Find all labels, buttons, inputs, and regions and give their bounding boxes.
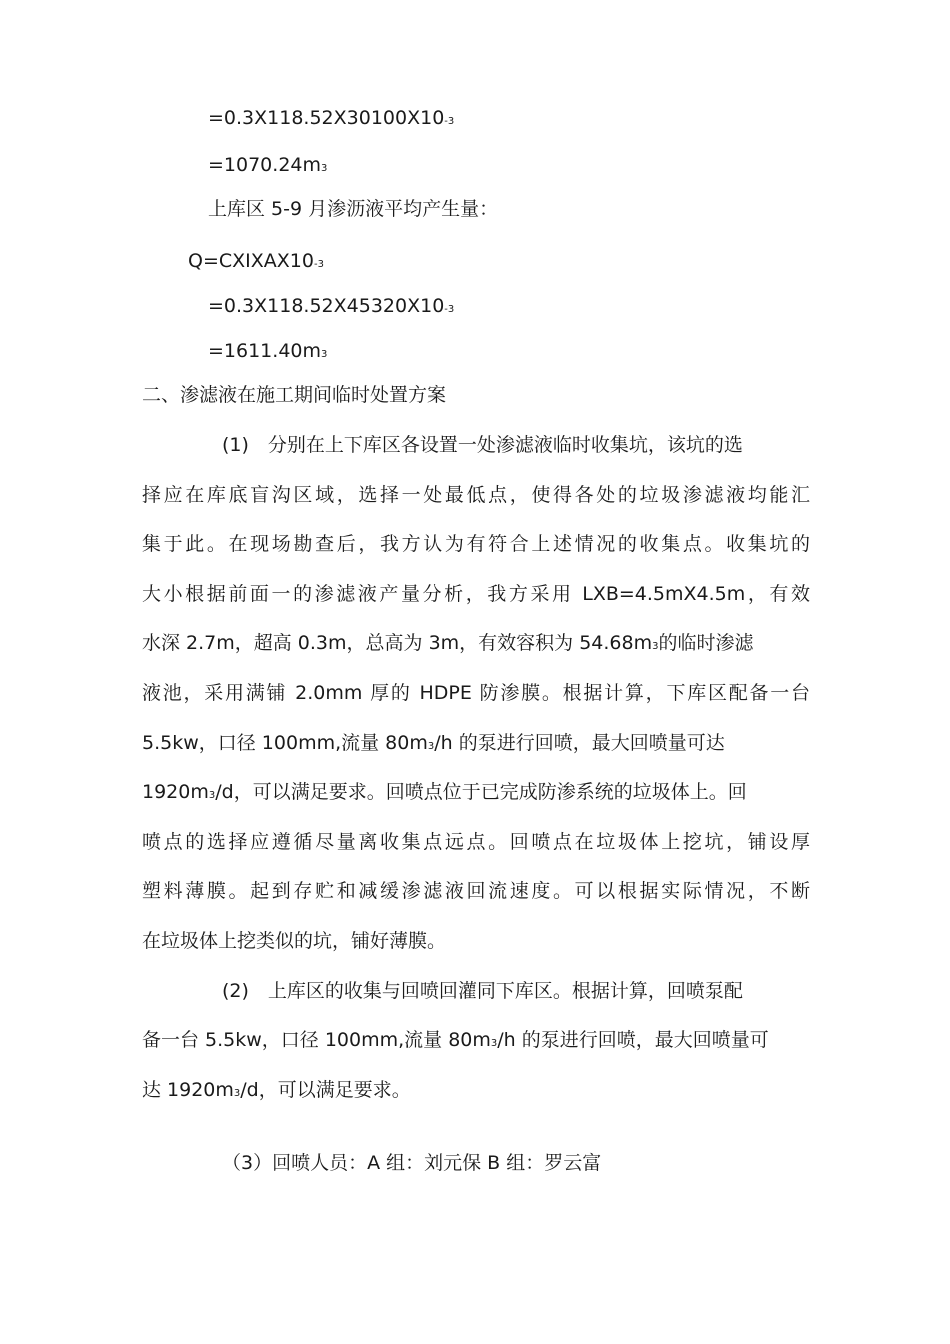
paragraph-line: 5.5kw，口径 100mm,流量 80m3/h 的泵进行回喷，最大回喷量可达 bbox=[142, 732, 725, 754]
paragraph-line: 大小根据前面一的渗滤液产量分析，我方采用 LXB=4.5mX4.5m，有效 bbox=[142, 583, 810, 605]
paragraph-line: 喷点的选择应遵循尽量离收集点远点。回喷点在垃圾体上挖坑，铺设厚 bbox=[142, 831, 810, 853]
paragraph-line: 在垃圾体上挖类似的坑，铺好薄膜。 bbox=[142, 930, 447, 952]
paragraph-line: 水深 2.7m，超高 0.3m，总高为 3m，有效容积为 54.68m3的临时渗滤 bbox=[142, 632, 754, 654]
paragraph-line: 达 1920m3/d，可以满足要求。 bbox=[142, 1079, 411, 1101]
section-heading: 二、渗滤液在施工期间临时处置方案 bbox=[142, 384, 447, 406]
paragraph-line: 集于此。在现场勘查后，我方认为有符合上述情况的收集点。收集坑的 bbox=[142, 533, 810, 555]
personnel-line: （3）回喷人员：A 组：刘元保 B 组：罗云富 bbox=[222, 1152, 602, 1174]
formula-result: =1611.40m3 bbox=[208, 340, 328, 362]
formula-line: =0.3X118.52X45320X10-3 bbox=[208, 295, 455, 317]
paragraph-line: (1) 分别在上下库区各设置一处渗滤液临时收集坑，该坑的选 bbox=[222, 434, 743, 456]
calc-caption: 上库区 5-9 月渗沥液平均产生量： bbox=[208, 198, 499, 220]
formula-line: =0.3X118.52X30100X10-3 bbox=[208, 107, 455, 129]
formula-result: =1070.24m3 bbox=[208, 154, 328, 176]
paragraph-line: 液池，采用满铺 2.0mm 厚的 HDPE 防渗膜。根据计算，下库区配备一台 bbox=[142, 682, 810, 704]
paragraph-line: 备一台 5.5kw，口径 100mm,流量 80m3/h 的泵进行回喷，最大回喷量可 bbox=[142, 1029, 769, 1051]
paragraph-line: 择应在库底盲沟区域，选择一处最低点，使得各处的垃圾渗滤液均能汇 bbox=[142, 484, 810, 506]
formula-line: Q=CXIXAX10-3 bbox=[188, 250, 324, 272]
paragraph-line: 塑料薄膜。起到存贮和减缓渗滤液回流速度。可以根据实际情况，不断 bbox=[142, 880, 810, 902]
paragraph-line: (2) 上库区的收集与回喷回灌同下库区。根据计算，回喷泵配 bbox=[222, 980, 743, 1002]
paragraph-line: 1920m3/d，可以满足要求。回喷点位于已完成防渗系统的垃圾体上。回 bbox=[142, 781, 747, 803]
